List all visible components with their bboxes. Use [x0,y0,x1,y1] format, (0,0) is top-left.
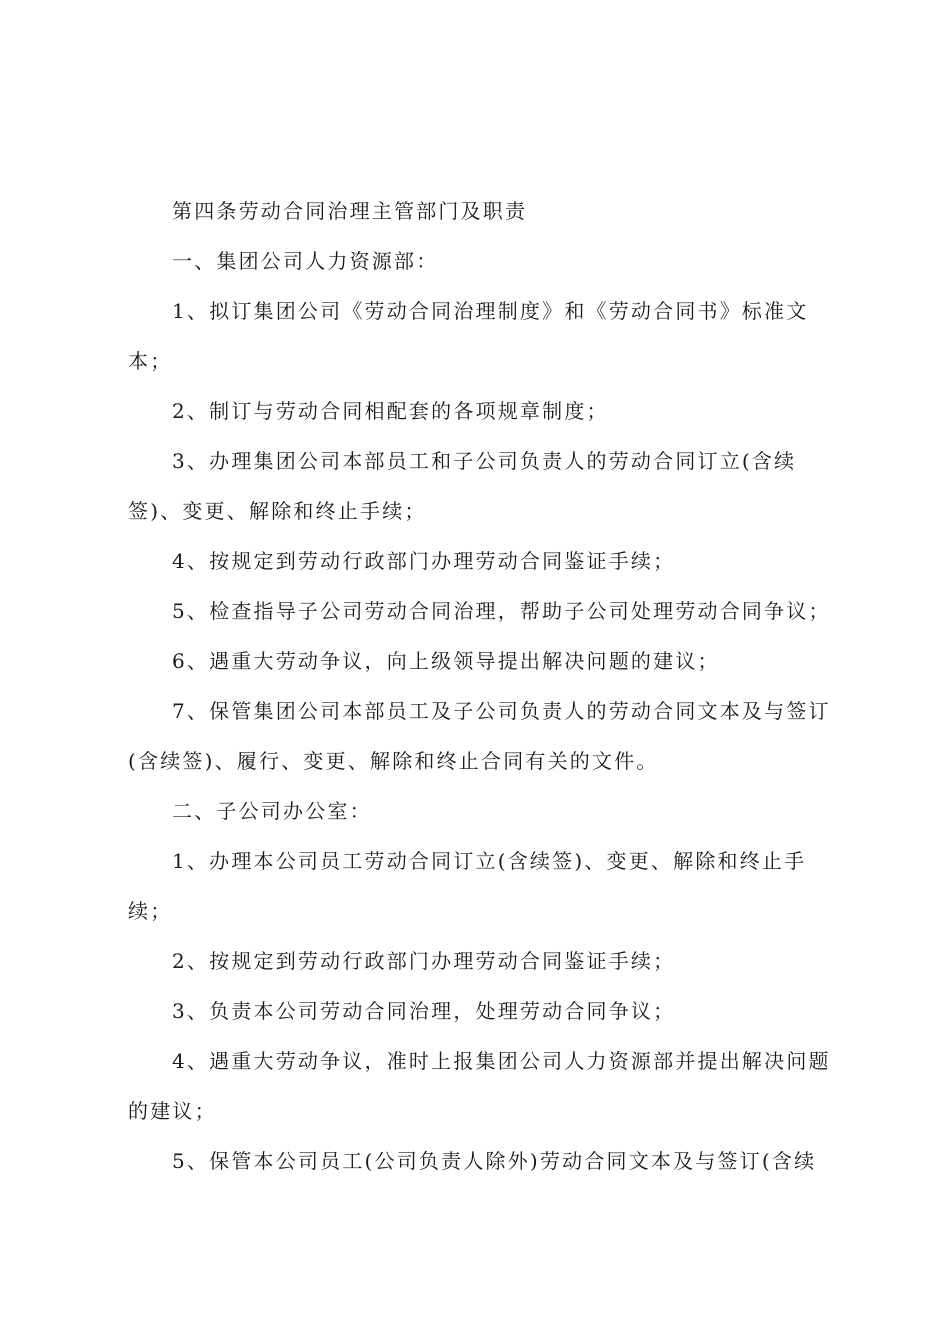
office-duty-item: 2、按规定到劳动行政部门办理劳动合同鉴证手续； [172,949,676,973]
hr-duty-item: 3、办理集团公司本部员工和子公司负责人的劳动合同订立(含续签)、变更、解除和终止手续； [128,449,797,523]
hr-duty-item: 4、按规定到劳动行政部门办理劳动合同鉴证手续； [172,549,676,573]
document-body [128,186,832,1186]
hr-duty-item: 5、检查指导子公司劳动合同治理，帮助子公司处理劳动合同争议； [172,599,831,623]
office-duty-item: 1、办理本公司员工劳动合同订立(含续签)、变更、解除和终止手续； [128,849,807,923]
hr-duty-item: 7、保管集团公司本部员工及子公司负责人的劳动合同文本及与签订(含续签)、履行、变更、解除和终止合同有关的文件。 [128,699,831,773]
section-title-hr-department: 一、集团公司人力资源部： [172,249,439,273]
hr-duty-item: 6、遇重大劳动争议，向上级领导提出解决问题的建议； [172,649,720,673]
office-duty-item: 5、保管本公司员工(公司负责人除外)劳动合同文本及与签订(含续 [172,1149,817,1173]
article-heading: 第四条劳动合同治理主管部门及职责 [172,199,528,223]
office-duty-item: 4、遇重大劳动争议，准时上报集团公司人力资源部并提出解决问题的建议； [128,1049,831,1123]
hr-duty-item: 1、拟订集团公司《劳动合同治理制度》和《劳动合同书》标准文本； [128,299,809,373]
office-duty-item: 3、负责本公司劳动合同治理，处理劳动合同争议； [172,999,676,1023]
section-title-subsidiary-office: 二、子公司办公室： [172,799,372,823]
hr-duty-item: 2、制订与劳动合同相配套的各项规章制度； [172,399,609,423]
